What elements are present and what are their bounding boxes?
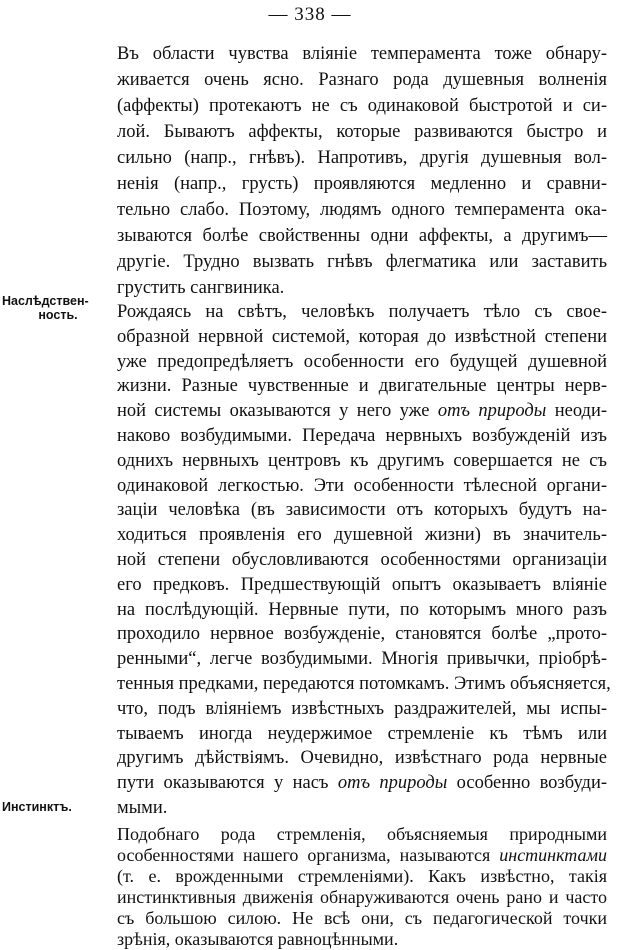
text-line: инстинктивныя движенія обнаруживаются очень рано и часто (117, 887, 607, 907)
text-run: неоди- (554, 401, 608, 422)
text-line: живается очень ясно. Разнаго рода душевныя волненія (117, 70, 607, 90)
text-line: другимъ дѣйствіямъ. Очевидно, извѣстнаго рода нервные (117, 748, 607, 769)
text-line: лой. Бываютъ аффекты, которые развиваются быстро и (117, 122, 607, 142)
text-line: зываются болѣе свойственны одни аффекты, а другимъ— (117, 226, 607, 246)
text-run: ной системы оказываются у него уже (117, 401, 430, 422)
text-line: что, подъ вліяніемъ извѣстныхъ раздражителей, мы испы- (117, 698, 607, 719)
text-run: пути оказываются у насъ (117, 773, 329, 794)
text-line: (т. е. врожденными стремленіями). Какъ извѣстно, такія (117, 866, 607, 886)
margin-note-line: Наслѣдствен- (2, 294, 89, 308)
text-run: особенностями нашего организма, называются (117, 845, 491, 865)
text-line: Въ области чувства вліяніе темперамента тоже обнару- (117, 44, 607, 64)
text-line: заціи человѣка (въ зависимости отъ которыхъ будутъ на- (117, 500, 607, 521)
text-line: (аффекты) протекаютъ не съ одинаковой быстротой и си- (117, 96, 607, 116)
text-line: съ большою силою. Не всѣ они, съ педагогической точки (117, 908, 607, 928)
text-line: образной нервной системой, которая до извѣстной степени (117, 326, 607, 347)
text-run: особенно возбуди- (456, 773, 608, 794)
margin-note-instinct: Инстинктъ. (2, 800, 72, 814)
text-line: тенныя предками, передаются потомкамъ. Этимъ объясняется, (117, 674, 611, 694)
text-line: сильно (напр., гнѣвъ). Напротивъ, другія душевныя вол- (117, 148, 607, 168)
text-line (117, 399, 607, 423)
text-line: однихъ нервныхъ центровъ къ другимъ совершается не съ (117, 450, 607, 471)
text-line (117, 845, 607, 866)
text-line (117, 771, 607, 795)
text-line: на послѣдующій. Нервные пути, по которымъ много разъ (117, 599, 607, 620)
text-line: уже предопредѣляетъ особенности его будущей душевной (117, 351, 607, 372)
text-line: ходиться проявленія его душевной жизни) въ значитель- (117, 525, 607, 546)
italic-run: отъ природы (337, 773, 448, 794)
italic-run: отъ природы (437, 401, 547, 422)
text-line: ренными“, легче возбудимыми. Многія привычки, пріобрѣ- (117, 649, 607, 670)
text-line: наково возбудимыми. Передача нервныхъ возбужденій изъ (117, 426, 607, 446)
text-line: ной степени обусловливаются особенностями организаціи (117, 550, 607, 570)
text-line: ненія (напр., грусть) проявляются медленно и сравни- (117, 174, 607, 194)
text-line: его предковъ. Предшествующій опытъ оказываетъ вліяніе (117, 574, 607, 595)
text-line: жизни. Разные чувственные и двигательные центры нерв- (117, 376, 607, 397)
text-line: Рождаясь на свѣтъ, человѣкъ получаетъ тѣло съ свое- (117, 302, 607, 322)
text-line: тельно слабо. Поэтому, людямъ одного темперамента ока- (117, 200, 607, 220)
text-line: Подобнаго рода стремленія, объясняемыя природными (117, 824, 607, 844)
margin-note-heredity (2, 294, 114, 322)
text-line: мыми. (117, 798, 168, 818)
text-line: проходило нервное возбужденіе, становятся болѣе „прото- (117, 624, 607, 645)
text-line: грустить сангвиника. (117, 278, 285, 298)
page-number: — 338 — (268, 4, 352, 25)
margin-note-line: ность. (38, 308, 78, 322)
text-line: другіе. Трудно вызвать гнѣвъ флегматика или заставить (117, 252, 607, 272)
text-line: зрѣнія, оказываются равноцѣнными. (117, 929, 399, 949)
text-line: тываемъ иногда неудержимое стремленіе къ тѣмъ или (117, 723, 607, 744)
text-line: одинаковой легкостью. Эти особенности тѣлесной органи- (117, 475, 607, 496)
italic-run: инстинктами (499, 845, 608, 865)
